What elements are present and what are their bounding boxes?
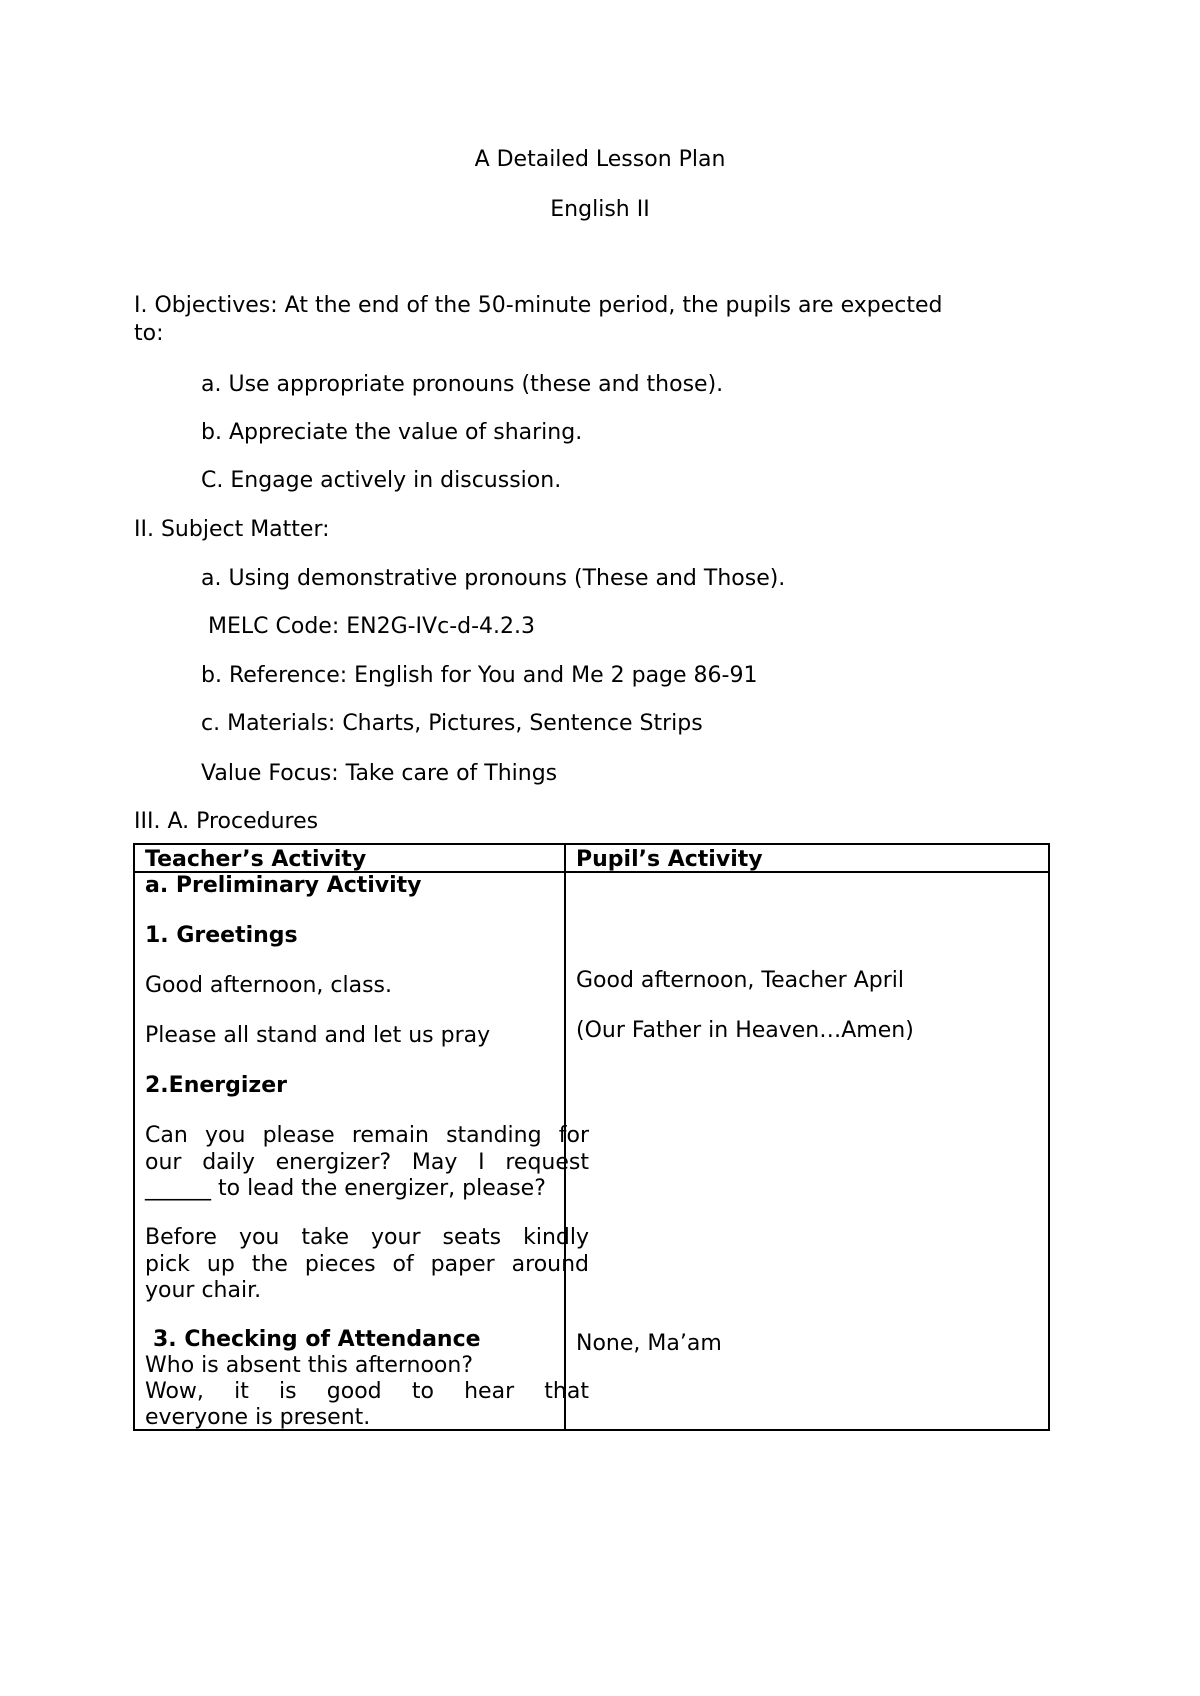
teacher-absent-question: Who is absent this afternoon? xyxy=(145,1353,474,1378)
header-teacher-activity: Teacher’s Activity xyxy=(145,847,367,872)
energizer-heading: 2.Energizer xyxy=(145,1073,287,1098)
teacher-greeting: Good afternoon, class. xyxy=(145,973,392,998)
teacher-seats-line-3: your chair. xyxy=(145,1278,262,1303)
objectives-heading-continued: to: xyxy=(134,321,164,346)
teacher-seats-line-2: pick up the pieces of paper around xyxy=(145,1252,589,1277)
melc-code: MELC Code: EN2G-IVc-d-4.2.3 xyxy=(208,614,536,639)
value-focus: Value Focus: Take care of Things xyxy=(201,761,558,786)
table-top-border xyxy=(133,843,1050,845)
greetings-heading: 1. Greetings xyxy=(145,923,298,948)
procedures-heading: III. A. Procedures xyxy=(134,809,319,834)
document-subject: English II xyxy=(550,197,650,222)
pupil-attendance-response: None, Ma’am xyxy=(576,1331,722,1356)
teacher-pray: Please all stand and let us pray xyxy=(145,1023,491,1048)
table-right-border xyxy=(1048,843,1050,1431)
teacher-energizer-line-1: Can you please remain standing for xyxy=(145,1123,589,1148)
table-left-border xyxy=(133,843,135,1431)
subject-matter-heading: II. Subject Matter: xyxy=(134,517,330,542)
document-title: A Detailed Lesson Plan xyxy=(474,147,726,172)
pupil-greeting: Good afternoon, Teacher April xyxy=(576,968,904,993)
attendance-heading: 3. Checking of Attendance xyxy=(153,1327,481,1352)
subject-matter-a: a. Using demonstrative pronouns (These and Those). xyxy=(201,566,786,591)
objective-a: a. Use appropriate pronouns (these and those). xyxy=(201,372,724,397)
pupil-prayer: (Our Father in Heaven…Amen) xyxy=(576,1018,914,1043)
teacher-seats-line-1: Before you take your seats kindly xyxy=(145,1225,589,1250)
teacher-wow-line-1: Wow, it is good to hear that xyxy=(145,1379,589,1404)
teacher-energizer-line-3: ______ to lead the energizer, please? xyxy=(145,1176,546,1201)
objective-b: b. Appreciate the value of sharing. xyxy=(201,420,583,445)
subject-matter-c: c. Materials: Charts, Pictures, Sentence Strips xyxy=(201,711,703,736)
preliminary-activity-heading: a. Preliminary Activity xyxy=(145,873,422,898)
objectives-heading: I. Objectives: At the end of the 50-minute period, the pupils are expected xyxy=(134,293,943,318)
header-pupil-activity: Pupil’s Activity xyxy=(576,847,763,872)
teacher-wow-line-2: everyone is present. xyxy=(145,1405,371,1430)
teacher-energizer-line-2: our daily energizer? May I request xyxy=(145,1150,589,1175)
objective-c: C. Engage actively in discussion. xyxy=(201,468,562,493)
subject-matter-b: b. Reference: English for You and Me 2 page 86-91 xyxy=(201,663,758,688)
